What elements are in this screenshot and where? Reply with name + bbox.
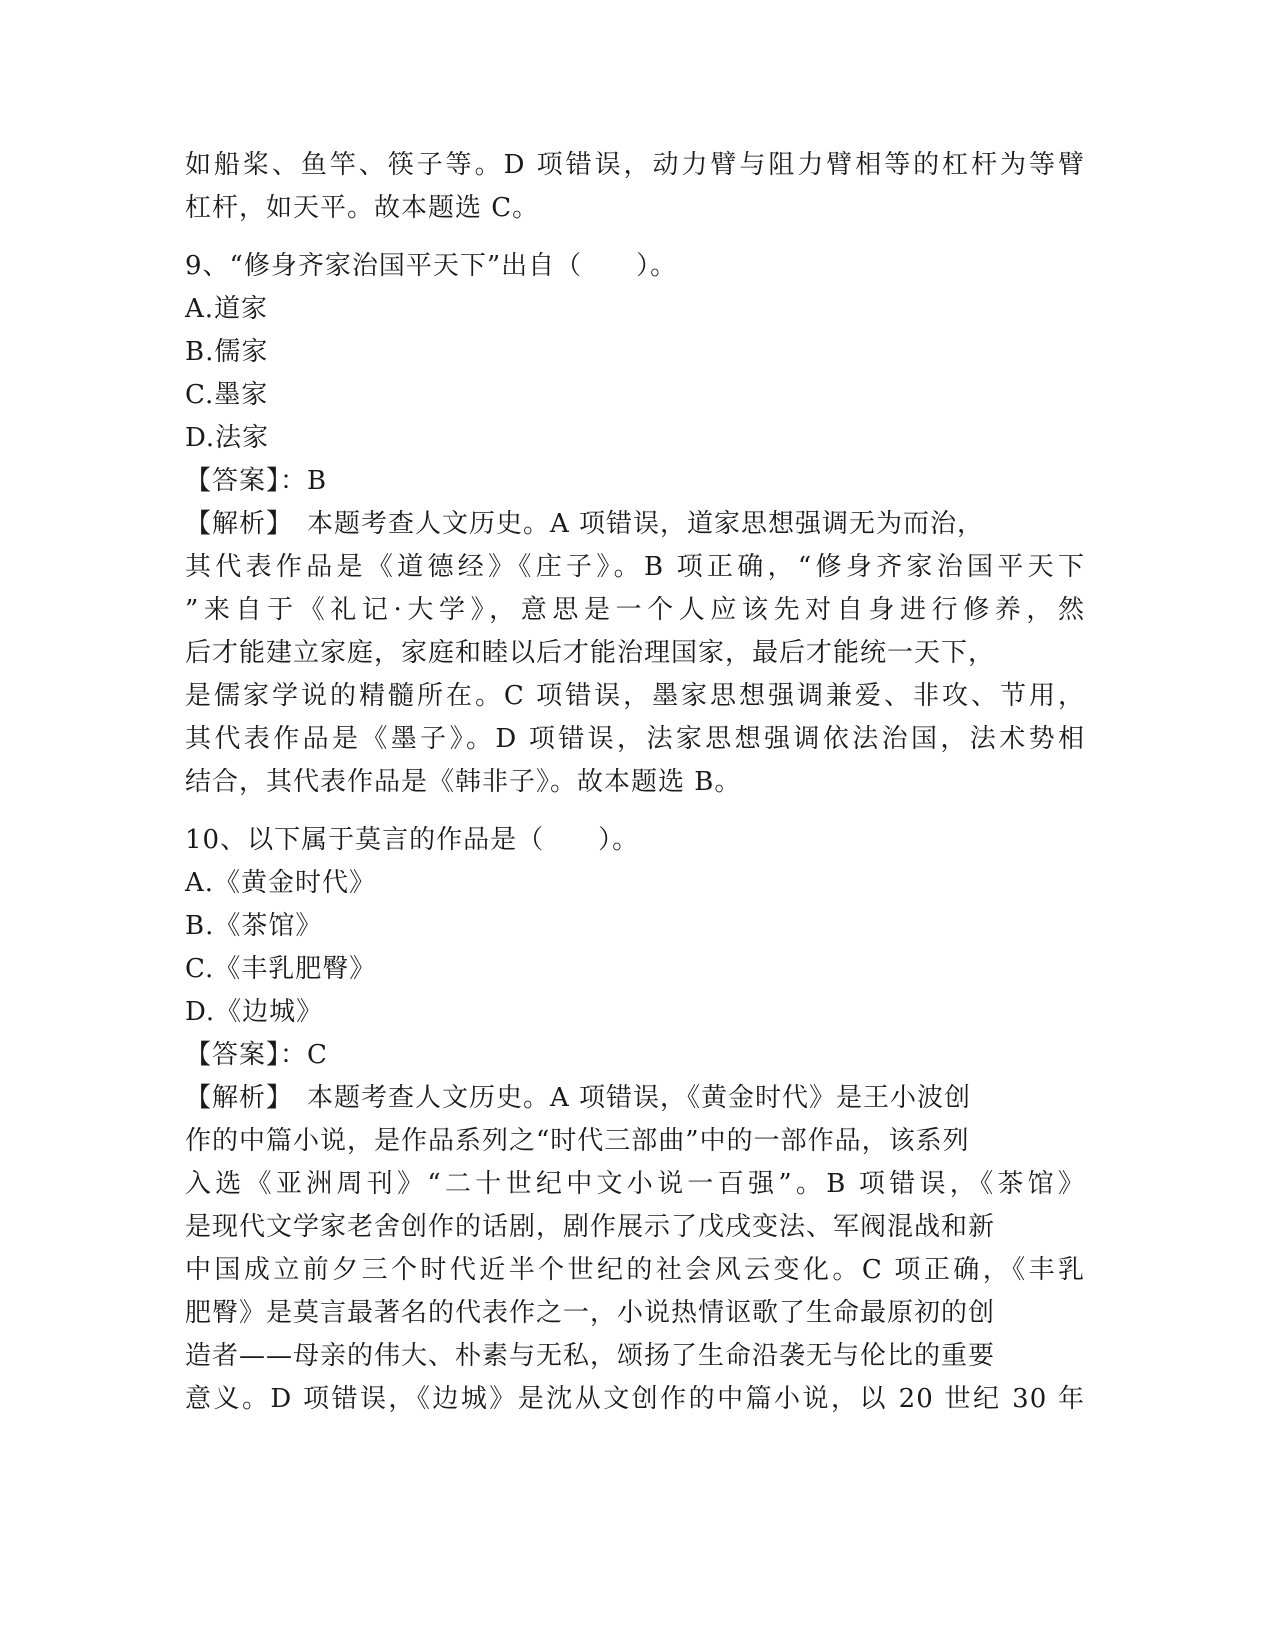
option-d: D.法家 xyxy=(185,423,270,453)
question-stem: 10、以下属于莫言的作品是（ ）。 xyxy=(185,825,640,855)
prev-explanation xyxy=(185,144,1085,230)
explanation-line: 作的中篇小说，是作品系列之“时代三部曲”中的一部作品，该系列 xyxy=(185,1126,970,1156)
document-page xyxy=(185,144,1085,1421)
option-a: A.《黄金时代》 xyxy=(185,868,377,898)
question-stem: 9、“修身齐家治国平天下”出自（ ）。 xyxy=(185,251,678,281)
explanation-line: 其代表作品是《墨子》。D 项错误，法家思想强调依法治国，法术势相 xyxy=(185,724,1085,754)
explanation-line: 入选《亚洲周刊》“二十世纪中文小说一百强”。B 项错误，《茶馆》 xyxy=(185,1169,1085,1199)
explanation-line: ”来自于《礼记·大学》，意思是一个人应该先对自身进行修养，然 xyxy=(185,595,1085,625)
explanation-line: 造者——母亲的伟大、朴素与无私，颂扬了生命沿袭无与伦比的重要 xyxy=(185,1341,996,1371)
explanation-line: 是儒家学说的精髓所在。C 项错误，墨家思想强调兼爱、非攻、节用， xyxy=(185,681,1085,711)
explanation-line: 肥臀》是莫言最著名的代表作之一，小说热情讴歌了生命最原初的创 xyxy=(185,1298,996,1328)
explanation-line: 【解析】 本题考查人文历史。A 项错误，道家思想强调无为而治， xyxy=(185,509,985,539)
explanation-line: 后才能建立家庭，家庭和睦以后才能治理国家，最后才能统一天下， xyxy=(185,638,996,668)
explanation-line: 结合，其代表作品是《韩非子》。故本题选 B。 xyxy=(185,767,742,797)
option-b: B.儒家 xyxy=(185,337,269,367)
answer-line: 【答案】：C xyxy=(185,1040,328,1070)
explanation xyxy=(185,1077,1085,1421)
option-c: C.墨家 xyxy=(185,380,269,410)
option-b: B.《茶馆》 xyxy=(185,911,323,941)
explanation-line: 中国成立前夕三个时代近半个世纪的社会风云变化。C 项正确，《丰乳 xyxy=(185,1255,1085,1285)
question-9 xyxy=(185,245,1085,804)
explanation-line: 是现代文学家老舍创作的话剧，剧作展示了戊戌变法、军阀混战和新 xyxy=(185,1212,996,1242)
option-c: C.《丰乳肥臀》 xyxy=(185,954,377,984)
answer-line: 【答案】：B xyxy=(185,466,328,496)
option-d: D.《边城》 xyxy=(185,997,324,1027)
question-10 xyxy=(185,819,1085,1421)
explanation-line: 杠杆，如天平。故本题选 C。 xyxy=(185,193,540,223)
explanation-line: 如船桨、鱼竿、筷子等。D 项错误，动力臂与阻力臂相等的杠杆为等臂 xyxy=(185,150,1085,180)
explanation-line: 意义。D 项错误，《边城》是沈从文创作的中篇小说，以 20 世纪 30 年 xyxy=(185,1384,1085,1414)
explanation xyxy=(185,503,1085,804)
option-a: A.道家 xyxy=(185,294,269,324)
explanation-line: 【解析】 本题考查人文历史。A 项错误，《黄金时代》是王小波创 xyxy=(185,1083,972,1113)
explanation-line: 其代表作品是《道德经》《庄子》。B 项正确，“修身齐家治国平天下 xyxy=(185,552,1085,582)
